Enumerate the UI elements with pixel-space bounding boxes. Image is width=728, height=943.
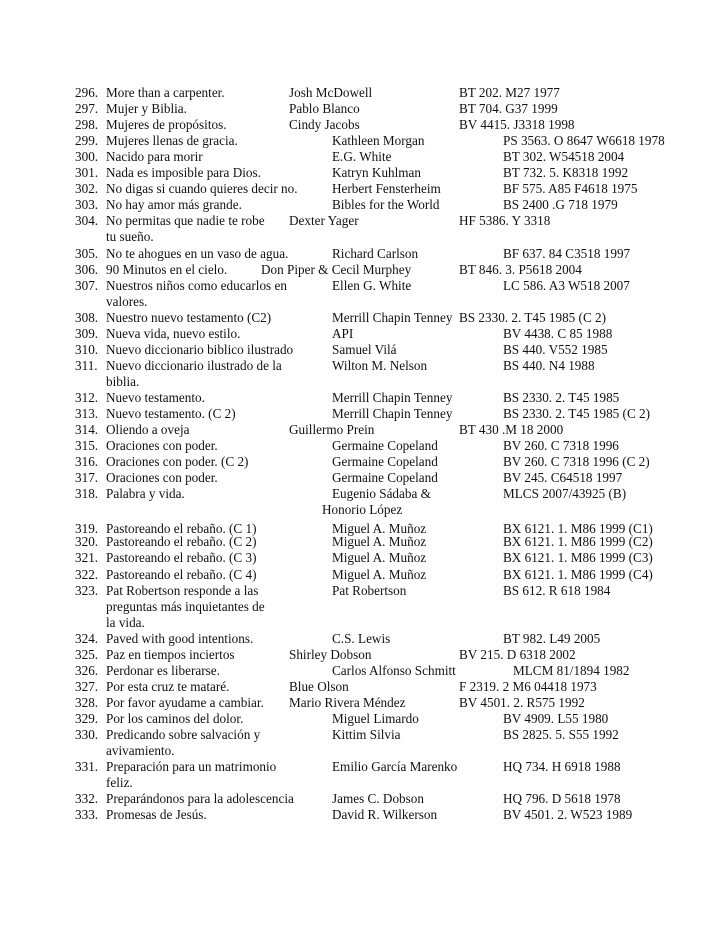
- entry-call-number: BS 2330. 2. T45 1985: [503, 389, 620, 405]
- entry-number: 317.: [75, 470, 99, 486]
- entry-title: Oraciones con poder.: [106, 438, 218, 454]
- entry-title: Perdonar es liberarse.: [106, 662, 220, 678]
- entry-call-number: BV 215. D 6318 2002: [459, 646, 576, 662]
- entry-author: Carlos Alfonso Schmitt: [332, 662, 456, 678]
- entry-title: Preparación para un matrimonio: [106, 759, 277, 775]
- entry-number: 313.: [75, 406, 99, 421]
- entry-number: 329.: [75, 710, 99, 726]
- entry-title: More than a carpenter.: [106, 85, 225, 100]
- entry-row: [0, 454, 728, 470]
- entry-author: Merrill Chapin Tenney: [332, 406, 453, 421]
- entry-row: [0, 262, 728, 278]
- entry-row: [0, 358, 728, 374]
- entry-number: 324.: [75, 630, 99, 646]
- entry-row: [0, 181, 728, 197]
- entry-call-number: BX 6121. 1. M86 1999 (C4): [503, 566, 653, 582]
- entry-call-number: MLCM 81/1894 1982: [513, 662, 630, 678]
- entry-title: Preparándonos para la adolescencia: [106, 791, 294, 807]
- entry-author: Miguel A. Muñoz: [332, 550, 427, 566]
- entry-title: Predicando sobre salvación y: [106, 727, 261, 742]
- entry-call-number: BS 612. R 618 1984: [503, 582, 611, 598]
- entry-author: Wilton M. Nelson: [332, 357, 428, 373]
- entry-row: [0, 695, 728, 711]
- entry-row: [0, 133, 728, 149]
- entry-title: Promesas de Jesús.: [106, 807, 207, 823]
- entry-call-number: PS 3563. O 8647 W6618 1978: [503, 133, 665, 149]
- entry-title: Oliendo a oveja: [106, 422, 190, 438]
- entry-title: Nuevo diccionario biblico ilustrado: [106, 341, 294, 357]
- entry-author: Kittim Silvia: [332, 727, 401, 742]
- entry-author: Josh McDowell: [289, 85, 373, 100]
- entry-author: Pat Robertson: [332, 582, 407, 598]
- entry-author: C.S. Lewis: [332, 630, 391, 646]
- entry-call-number: BF 575. A85 F4618 1975: [503, 181, 638, 197]
- entry-number: 332.: [75, 791, 99, 807]
- entry-title: Pastoreando el rebaño. (C 3): [106, 550, 257, 566]
- entry-author: Merrill Chapin Tenney: [332, 389, 453, 405]
- entry-call-number: BF 637. 84 C3518 1997: [503, 245, 631, 261]
- entry-call-number: BS 440. V552 1985: [503, 341, 608, 357]
- entry-title: Mujeres de propósitos.: [106, 117, 227, 133]
- entry-call-number: HQ 734. H 6918 1988: [503, 759, 621, 775]
- entry-number: 304.: [75, 213, 99, 229]
- entry-title: Por los caminos del dolor.: [106, 710, 244, 726]
- entry-row-continued: [0, 775, 728, 791]
- entry-title: Nuevo testamento. (C 2): [106, 406, 236, 421]
- entry-call-number: BV 4438. C 85 1988: [503, 325, 613, 341]
- entry-title: Paved with good intentions.: [106, 630, 254, 646]
- entry-row: [0, 663, 728, 679]
- entry-title: Nuestros niños como educarlos en: [106, 277, 287, 293]
- entry-author: Germaine Copeland: [332, 438, 438, 454]
- entry-call-number: BV 260. C 7318 1996 (C 2): [503, 454, 650, 470]
- entry-number: 323.: [75, 582, 99, 598]
- entry-number: 320.: [75, 534, 99, 550]
- entry-row: [0, 647, 728, 663]
- entry-number: 322.: [75, 566, 99, 582]
- entry-title: Oraciones con poder. (C 2): [106, 454, 249, 470]
- entry-row-continued: [0, 374, 728, 390]
- entry-number: 333.: [75, 807, 99, 823]
- entry-call-number: BS 2400 .G 718 1979: [503, 197, 618, 213]
- entry-row: [0, 470, 728, 486]
- entry-row: [0, 101, 728, 117]
- entry-call-number: MLCS 2007/43925 (B): [503, 486, 627, 502]
- entry-number: 300.: [75, 149, 99, 165]
- entry-title-continued: tu sueño.: [106, 229, 154, 245]
- entry-call-number: BT 846. 3. P5618 2004: [459, 261, 582, 277]
- entry-row: [0, 807, 728, 823]
- entry-row: [0, 197, 728, 213]
- entry-number: 296.: [75, 85, 99, 100]
- entry-author: Dexter Yager: [289, 213, 359, 229]
- entry-number: 330.: [75, 727, 99, 742]
- entry-call-number: BS 2825. 5. S55 1992: [503, 727, 619, 742]
- entry-number: 327.: [75, 678, 99, 694]
- entry-row-continued: [0, 599, 728, 615]
- entry-title: Paz en tiempos inciertos: [106, 646, 235, 662]
- entry-call-number: BT 982. L49 2005: [503, 630, 601, 646]
- entry-title: Mujeres llenas de gracia.: [106, 133, 238, 149]
- entry-row: [0, 85, 728, 101]
- entry-number: 307.: [75, 277, 99, 293]
- entry-author: Miguel A. Muñoz: [332, 566, 427, 582]
- entry-title: No hay amor más grande.: [106, 197, 242, 213]
- entry-row: [0, 117, 728, 133]
- entry-number: 326.: [75, 662, 99, 678]
- entry-call-number: BV 260. C 7318 1996: [503, 438, 619, 454]
- entry-call-number: BX 6121. 1. M86 1999 (C1): [503, 521, 653, 537]
- entry-row: [0, 310, 728, 326]
- entry-title: Nueva vida, nuevo estilo.: [106, 325, 241, 341]
- entry-title: Nuevo testamento.: [106, 389, 205, 405]
- entry-author: Emilio García Marenko: [332, 759, 458, 775]
- entry-author: E.G. White: [332, 149, 392, 165]
- entry-author: David R. Wilkerson: [332, 807, 438, 823]
- entry-number: 325.: [75, 646, 99, 662]
- entry-number: 314.: [75, 422, 99, 438]
- entry-author: Kathleen Morgan: [332, 133, 425, 149]
- entry-call-number: BX 6121. 1. M86 1999 (C3): [503, 550, 653, 566]
- entry-call-number: HF 5386. Y 3318: [459, 213, 551, 229]
- entry-row: [0, 406, 728, 422]
- entry-author: Ellen G. White: [332, 277, 412, 293]
- entry-number: 306.: [75, 261, 99, 277]
- entry-row: [0, 213, 728, 229]
- entry-row-continued: [0, 229, 728, 245]
- entry-author: Shirley Dobson: [289, 646, 372, 662]
- entry-call-number: BT 704. G37 1999: [459, 101, 558, 117]
- entry-call-number: LC 586. A3 W518 2007: [503, 277, 630, 293]
- entry-row: [0, 534, 728, 550]
- entry-title: Por esta cruz te mataré.: [106, 678, 230, 694]
- entry-number: 311.: [75, 357, 98, 373]
- entry-title-continued: feliz.: [106, 775, 133, 791]
- entry-row: [0, 759, 728, 775]
- entry-number: 308.: [75, 309, 99, 325]
- entry-number: 305.: [75, 245, 99, 261]
- entry-author: Bibles for the World: [332, 197, 440, 213]
- entry-number: 302.: [75, 181, 99, 197]
- entry-title: Mujer y Biblia.: [106, 101, 187, 117]
- entry-number: 310.: [75, 341, 99, 357]
- entry-number: 315.: [75, 438, 99, 454]
- entry-title-continued: biblia.: [106, 373, 140, 389]
- entry-author: API: [332, 325, 354, 341]
- entry-title: Nuestro nuevo testamento (C2): [106, 309, 272, 325]
- entry-number: 312.: [75, 389, 99, 405]
- entry-author: Miguel Limardo: [332, 710, 419, 726]
- entry-title: 90 Minutos en el cielo.: [106, 261, 228, 277]
- entry-row: [0, 583, 728, 599]
- entry-title: No digas si cuando quieres decir no.: [106, 181, 298, 197]
- entry-title-continued: valores.: [106, 293, 148, 309]
- entry-author: Mario Rivera Méndez: [289, 694, 406, 710]
- entry-row: [0, 246, 728, 262]
- entry-row: [0, 550, 728, 566]
- entry-author: Miguel A. Muñoz: [332, 521, 427, 537]
- entry-author: Richard Carlson: [332, 245, 419, 261]
- entry-call-number: BT 732. 5. K8318 1992: [503, 165, 629, 181]
- entry-row-continued: [0, 502, 728, 518]
- entry-number: 328.: [75, 694, 99, 710]
- entry-call-number: BT 302. W54518 2004: [503, 149, 625, 165]
- entry-number: 331.: [75, 759, 99, 775]
- entry-author: Katryn Kuhlman: [332, 165, 421, 181]
- entry-row: [0, 165, 728, 181]
- entry-number: 321.: [75, 550, 99, 566]
- entry-author: Don Piper & Cecil Murphey: [261, 261, 412, 277]
- entry-row-continued: [0, 615, 728, 631]
- entry-author: Samuel Vilá: [332, 341, 397, 357]
- entry-call-number: BS 2330. 2. T45 1985 (C 2): [459, 309, 607, 325]
- entry-call-number: BS 2330. 2. T45 1985 (C 2): [503, 406, 651, 421]
- entry-call-number: BT 430 .M 18 2000: [459, 422, 564, 438]
- entry-row: [0, 422, 728, 438]
- entry-title: Oraciones con poder.: [106, 470, 218, 486]
- entry-title: Por favor ayudame a cambiar.: [106, 694, 264, 710]
- entry-title: Palabra y vida.: [106, 486, 185, 502]
- entry-call-number: BV 4501. 2. R575 1992: [459, 694, 585, 710]
- entry-call-number: BV 4909. L55 1980: [503, 710, 609, 726]
- entry-row: [0, 679, 728, 695]
- entry-author-continued: Honorio López: [322, 502, 403, 518]
- entry-title-continued: la vida.: [106, 614, 145, 630]
- entry-row: [0, 342, 728, 358]
- entry-call-number: F 2319. 2 M6 04418 1973: [459, 678, 597, 694]
- entry-number: 297.: [75, 101, 99, 117]
- entry-author: Eugenio Sádaba &: [332, 486, 431, 502]
- entry-author: Merrill Chapin Tenney: [332, 309, 453, 325]
- entry-title: Nacido para morir: [106, 149, 203, 165]
- entry-row: [0, 791, 728, 807]
- entry-author: James C. Dobson: [332, 791, 424, 807]
- entry-call-number: BV 245. C64518 1997: [503, 470, 623, 486]
- entry-row: [0, 631, 728, 647]
- entry-call-number: BX 6121. 1. M86 1999 (C2): [503, 534, 653, 550]
- entry-number: 316.: [75, 454, 99, 470]
- entry-row: [0, 486, 728, 502]
- entry-number: 318.: [75, 486, 99, 502]
- entry-row: [0, 438, 728, 454]
- entry-row: [0, 326, 728, 342]
- entry-row-continued: [0, 294, 728, 310]
- entry-title: Nuevo diccionario ilustrado de la: [106, 357, 282, 373]
- entry-row: [0, 390, 728, 406]
- entry-number: 299.: [75, 133, 99, 149]
- entry-number: 298.: [75, 117, 99, 133]
- entry-author: Miguel A. Muñoz: [332, 534, 427, 550]
- entry-call-number: HQ 796. D 5618 1978: [503, 791, 621, 807]
- entry-row: [0, 149, 728, 165]
- entry-call-number: BV 4415. J3318 1998: [459, 117, 575, 133]
- entry-title: Pat Robertson responde a las: [106, 582, 259, 598]
- entry-title-continued: preguntas más inquietantes de: [106, 598, 265, 614]
- entry-title: No permitas que nadie te robe: [106, 213, 265, 229]
- entry-number: 301.: [75, 165, 99, 181]
- entry-title-continued: avivamiento.: [106, 743, 175, 759]
- entry-title: Pastoreando el rebaño. (C 4): [106, 566, 257, 582]
- entry-row: [0, 567, 728, 583]
- entry-call-number: BS 440. N4 1988: [503, 357, 595, 373]
- entry-author: Cindy Jacobs: [289, 117, 360, 133]
- entry-row: [0, 727, 728, 743]
- entry-call-number: BT 202. M27 1977: [459, 85, 560, 100]
- entry-author: Herbert Fensterheim: [332, 181, 441, 197]
- entry-author: Guillermo Prein: [289, 422, 375, 438]
- entry-author: Blue Olson: [289, 678, 349, 694]
- entry-title: Pastoreando el rebaño. (C 2): [106, 534, 257, 550]
- entry-call-number: BV 4501. 2. W523 1989: [503, 807, 633, 823]
- entry-row: [0, 278, 728, 294]
- entry-number: 309.: [75, 325, 99, 341]
- entry-number: 319.: [75, 521, 99, 537]
- entry-author: Germaine Copeland: [332, 470, 438, 486]
- entry-number: 303.: [75, 197, 99, 213]
- entry-title: No te ahogues en un vaso de agua.: [106, 245, 289, 261]
- entry-author: Germaine Copeland: [332, 454, 438, 470]
- entry-title: Pastoreando el rebaño. (C 1): [106, 521, 257, 537]
- entry-row-continued: [0, 743, 728, 759]
- entry-title: Nada es imposible para Dios.: [106, 165, 261, 181]
- entry-row: [0, 711, 728, 727]
- entry-author: Pablo Blanco: [289, 101, 360, 117]
